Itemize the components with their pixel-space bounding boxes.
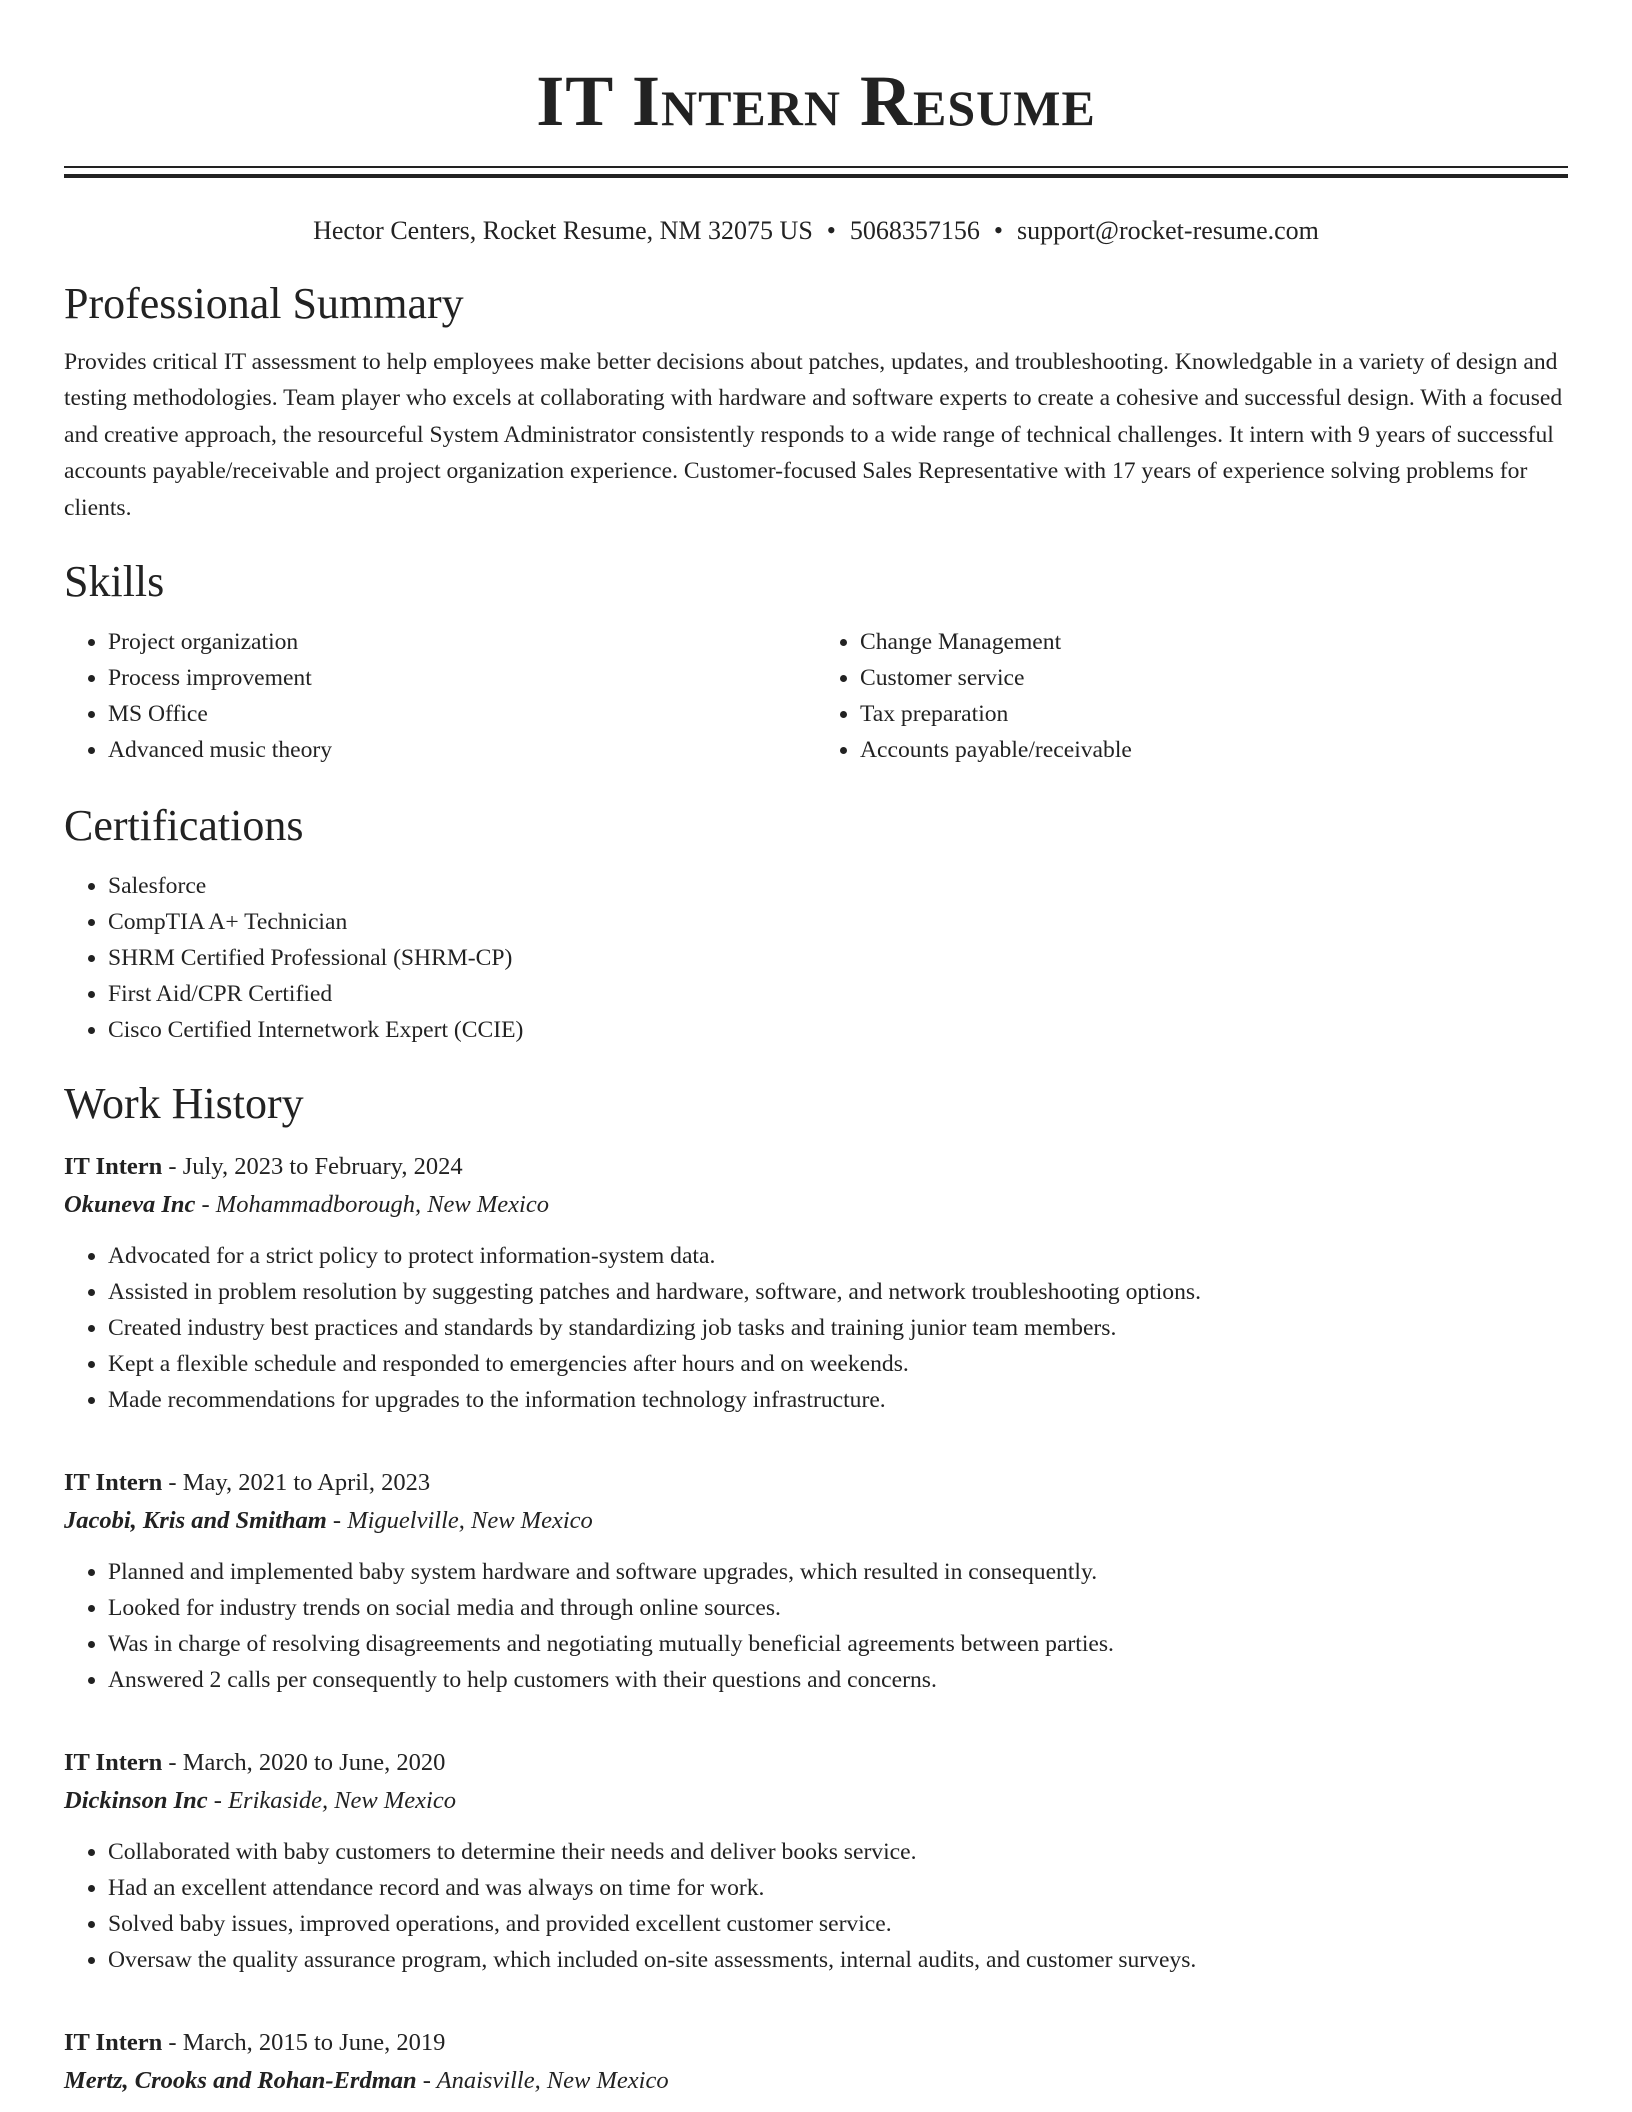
contact-line: [64, 214, 1568, 248]
job-dates: May, 2021 to April, 2023: [182, 1469, 431, 1497]
job-location: Anaisville, New Mexico: [436, 2067, 669, 2095]
skill-item: • Tax preparation: [860, 696, 1568, 732]
job-company: Okuneva Inc: [64, 1191, 196, 1219]
contact-separator: •: [826, 216, 836, 245]
certification-item: • Cisco Certified Internetwork Expert (CCIE): [108, 1012, 1568, 1048]
contact-email: support@rocket-resume.com: [1017, 216, 1319, 245]
professional-summary-section: [64, 276, 1568, 526]
job-entry: [64, 1148, 1568, 1418]
job-title: IT Intern: [64, 1469, 163, 1497]
title-divider-thin: [64, 166, 1568, 168]
job-company: Dickinson Inc: [64, 1787, 208, 1815]
certifications-heading: Certifications: [64, 801, 304, 851]
job-dash: -: [162, 1749, 183, 1777]
job-company-line: [64, 1782, 1568, 1820]
job-entry: [64, 1464, 1568, 1698]
job-bullet: • Advocated for a strict policy to protect information-system data.: [108, 1238, 1568, 1274]
job-bullet: • Solved baby issues, improved operations, and provided excellent customer service.: [108, 1906, 1568, 1942]
work-history-section: [64, 1076, 1568, 2100]
job-bullet: • Kept a flexible schedule and responded to emergencies after hours and on weekends.: [108, 1346, 1568, 1382]
work-history-heading: Work History: [64, 1079, 304, 1129]
summary-text: Provides critical IT assessment to help employees make better decisions about patches, updates, and troubleshooting. Knowledgable in a variety of design and testing methodologies. Team player who excels at collaborating with hardware and software experts to create a cohesive and successful design. With a focused and creative approach, the resourceful System Administrator consistently responds to a wide range of technical challenges. It intern with 9 years of successful accounts payable/receivable and project organization experience. Customer-focused Sales Representative with 17 years of experience solving problems for clients.: [64, 349, 1563, 521]
skill-item: • Advanced music theory: [108, 732, 816, 768]
job-title-line: [64, 1148, 1568, 1186]
job-dates: July, 2023 to February, 2024: [182, 1153, 463, 1181]
skill-item: • MS Office: [108, 696, 816, 732]
contact-address: Hector Centers, Rocket Resume, NM 32075 US: [313, 216, 813, 245]
skills-section: [64, 554, 1568, 768]
job-dates: March, 2015 to June, 2019: [182, 2029, 446, 2057]
job-dates: March, 2020 to June, 2020: [182, 1749, 446, 1777]
job-title-line: [64, 1464, 1568, 1502]
job-company: Mertz, Crooks and Rohan-Erdman: [64, 2067, 417, 2095]
contact-phone: 5068357156: [849, 216, 980, 245]
job-dash: -: [207, 1787, 229, 1815]
job-bullet: • Oversaw the quality assurance program, which included on-site assessments, internal audits, and customer surveys.: [108, 1942, 1568, 1978]
certifications-section: [64, 798, 1568, 1048]
job-bullet: • Created industry best practices and standards by standardizing job tasks and training junior team members.: [108, 1310, 1568, 1346]
skills-columns: [64, 624, 1568, 768]
job-dash: -: [416, 2067, 437, 2095]
job-dash: -: [162, 1153, 183, 1181]
certification-item: • CompTIA A+ Technician: [108, 904, 1568, 940]
skills-list-right: [816, 624, 1568, 768]
skill-item: • Customer service: [860, 660, 1568, 696]
certification-item: • SHRM Certified Professional (SHRM-CP): [108, 940, 1568, 976]
job-bullets: [64, 1834, 1568, 1978]
job-company-line: [64, 1502, 1568, 1540]
summary-heading: Professional Summary: [64, 279, 464, 328]
job-bullet: • Had an excellent attendance record and was always on time for work.: [108, 1870, 1568, 1906]
certification-item: • Salesforce: [108, 868, 1568, 904]
skills-heading: Skills: [64, 557, 165, 607]
job-location: Mohammadborough, New Mexico: [215, 1191, 549, 1219]
job-dash: -: [326, 1507, 348, 1535]
job-dash: -: [195, 1191, 216, 1219]
job-entry: [64, 1744, 1568, 1978]
skill-item: • Project organization: [108, 624, 816, 660]
job-company-line: [64, 1186, 1568, 1224]
job-dash: -: [162, 1469, 183, 1497]
skills-list-left: [64, 624, 816, 768]
job-bullets: [64, 1238, 1568, 1418]
job-location: Miguelville, New Mexico: [347, 1507, 593, 1535]
job-entry: [64, 2024, 1568, 2100]
skill-item: • Change Management: [860, 624, 1568, 660]
job-location: Erikaside, New Mexico: [228, 1787, 456, 1815]
job-bullet: • Made recommendations for upgrades to the information technology infrastructure.: [108, 1382, 1568, 1418]
certification-item: • First Aid/CPR Certified: [108, 976, 1568, 1012]
resume-title: IT Intern Resume: [536, 61, 1096, 141]
job-company: Jacobi, Kris and Smitham: [64, 1507, 327, 1535]
job-title: IT Intern: [64, 1749, 163, 1777]
certifications-list: [64, 868, 1568, 1048]
job-title-line: [64, 1744, 1568, 1782]
job-bullet: • Looked for industry trends on social media and through online sources.: [108, 1590, 1568, 1626]
job-title-line: [64, 2024, 1568, 2062]
job-title: IT Intern: [64, 1153, 163, 1181]
job-bullet: • Planned and implemented baby system hardware and software upgrades, which resulted in consequently.: [108, 1554, 1568, 1590]
job-company-line: [64, 2062, 1568, 2100]
job-bullet: • Assisted in problem resolution by suggesting patches and hardware, software, and network troubleshooting options.: [108, 1274, 1568, 1310]
job-bullet: • Collaborated with baby customers to determine their needs and deliver books service.: [108, 1834, 1568, 1870]
job-dash: -: [162, 2029, 183, 2057]
job-bullets: [64, 1554, 1568, 1698]
resume-page: [64, 0, 1568, 2100]
job-bullet: • Was in charge of resolving disagreements and negotiating mutually beneficial agreements between parties.: [108, 1626, 1568, 1662]
skill-item: • Accounts payable/receivable: [860, 732, 1568, 768]
contact-separator: •: [993, 216, 1003, 245]
job-title: IT Intern: [64, 2029, 163, 2057]
skill-item: • Process improvement: [108, 660, 816, 696]
job-bullet: • Answered 2 calls per consequently to help customers with their questions and concerns.: [108, 1662, 1568, 1698]
title-divider-thick: [64, 174, 1568, 178]
